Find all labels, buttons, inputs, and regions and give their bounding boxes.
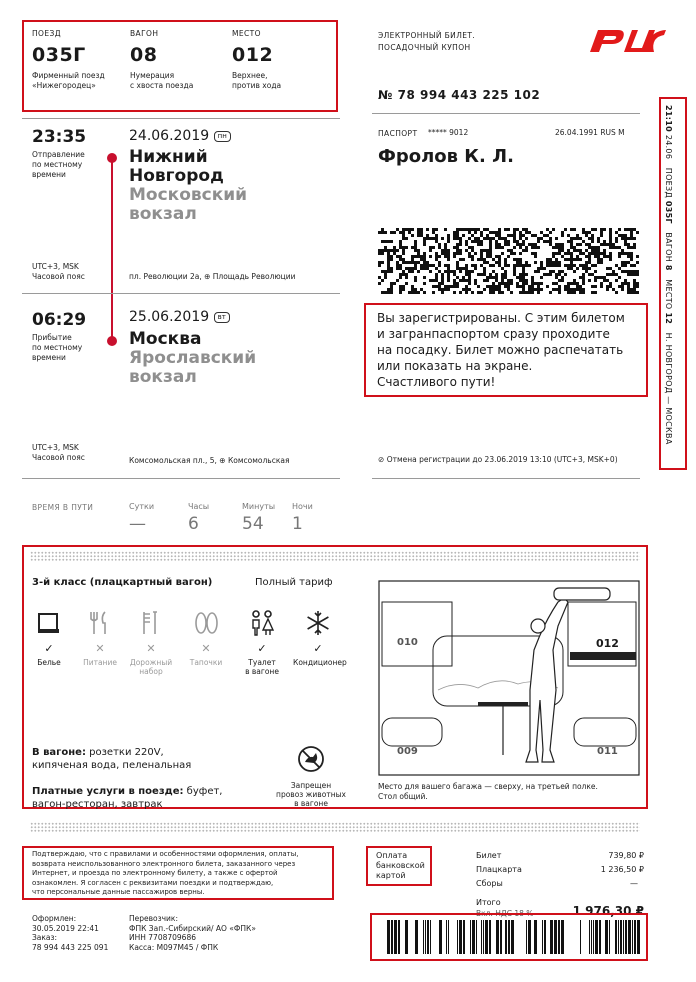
fare-vat-label: Вкл. НДС 18 % <box>476 909 534 918</box>
service-top-dots <box>30 551 640 562</box>
duration-label: ВРЕМЯ В ПУТИ <box>32 503 94 512</box>
seat-012: 012 <box>596 637 619 650</box>
cancel-divider <box>372 478 640 479</box>
car-number: 08 <box>130 44 158 66</box>
fare-ticket-value: 739,80 ₽ <box>608 851 644 860</box>
duration-nights: Ночи 1 <box>292 502 313 534</box>
payment-method: Оплата банковской картой <box>376 851 425 880</box>
slippers-icon <box>191 608 221 638</box>
passenger-name: Фролов К. Л. <box>378 146 514 167</box>
consent-text: Подтверждаю, что с правилами и особенностями оформления, оплаты, возврата неиспользованного электронного билета, заказанного через Интернет, и проезда по электронному билету, а также с офертой ознакомлен. Я согласен с реквизитами поездки и подтверждаю, что персональные данные пассажиров верны. <box>32 850 299 896</box>
bedding-icon <box>34 608 64 638</box>
arrival-dot <box>107 336 117 346</box>
amenity-bedding: ✓ Белье <box>24 608 74 667</box>
fare-total-value: 1 976,30 ₽ <box>572 904 644 918</box>
paid-services: Платные услуги в поезде: буфет, вагон-ресторан, завтрак <box>32 786 223 810</box>
seat-011: 011 <box>597 746 618 757</box>
arrival-time: 06:29 <box>32 310 87 330</box>
departure-address: пл. Революции 2а, ⊕ Площадь Революции <box>129 272 296 281</box>
barcode <box>378 920 640 954</box>
seat-label: МЕСТО <box>232 29 261 38</box>
passport-label: ПАСПОРТ <box>378 129 418 138</box>
side-stub-text: 21:10 24.06 ПОЕЗД 035Г ВАГОН 8 МЕСТО 12 Н. НОВГОРОД — МОСКВА <box>664 105 673 445</box>
no-pets-note: Запрещен провоз животных в вагоне <box>276 781 346 808</box>
departure-date: 24.06.2019 пн <box>129 128 231 144</box>
header-divider-right <box>372 113 640 114</box>
seat-note: Верхнее, против хода <box>232 71 282 90</box>
arrival-weekday-badge: вт <box>214 312 230 323</box>
fare-fees-value: — <box>630 879 638 888</box>
departure-city: Нижний Новгород Московский вокзал <box>129 147 248 224</box>
arrival-date: 25.06.2019 вт <box>129 309 230 325</box>
seat-number: 012 <box>232 44 274 66</box>
rzd-logo <box>588 22 668 58</box>
luggage-note: Место для вашего багажа — сверху, на третьей полке. Стол общий. <box>378 782 598 801</box>
arrival-address: Комсомольская пл., 5, ⊕ Комсомольская <box>129 456 290 465</box>
fare-total-label: Итого <box>476 898 501 907</box>
footer-top-dots <box>30 822 640 833</box>
service-class: 3-й класс (плацкартный вагон) <box>32 577 213 588</box>
registration-notice-text: Вы зарегистрированы. С этим билетом и загранпаспортом сразу проходите на посадку. Билет можно распечатать или показать на экране. Счастливого пути! <box>377 311 625 389</box>
fare-berth-value: 1 236,50 ₽ <box>600 865 644 874</box>
header-divider-left <box>22 118 340 119</box>
train-number: 035Г <box>32 44 86 66</box>
train-car-seat-box <box>22 20 338 112</box>
duration-hours: Часы 6 <box>188 502 210 534</box>
amenity-toilet: ✓ Туалет в вагоне <box>237 608 287 676</box>
train-note: Фирменный поезд «Нижегородец» <box>32 71 105 90</box>
arrival-timezone: UTC+3, MSK Часовой пояс <box>32 443 85 462</box>
departure-weekday-badge: пн <box>214 131 231 142</box>
duration-days: Сутки — <box>129 502 155 534</box>
service-tariff: Полный тариф <box>255 577 333 588</box>
ac-icon <box>303 608 333 638</box>
departure-timezone: UTC+3, MSK Часовой пояс <box>32 262 85 281</box>
duration-minutes: Минуты 54 <box>242 502 276 534</box>
departure-dot <box>107 153 117 163</box>
seat-009: 009 <box>397 746 418 757</box>
seat-010: 010 <box>397 637 418 648</box>
fare-ticket-label: Билет <box>476 851 502 860</box>
fare-fees-label: Сборы <box>476 879 503 888</box>
ticket-number: № 78 994 443 225 102 <box>378 88 541 102</box>
car-note: Нумерация с хвоста поезда <box>130 71 194 90</box>
departure-time-note: Отправление по местному времени <box>32 150 85 179</box>
car-label: ВАГОН <box>130 29 159 38</box>
carrier-info: Перевозчик: ФПК Зап.-Сибирский/ АО «ФПК» ИНН 7708709686 Касса: M097M45 / ФПК <box>129 914 256 952</box>
birth-date: 26.04.1991 RUS M <box>555 128 625 137</box>
issued-info: Оформлен: 30.05.2019 22:41 Заказ: 78 994 443 225 091 <box>32 914 109 952</box>
no-pets-icon <box>296 744 326 778</box>
departure-time: 23:35 <box>32 127 87 147</box>
cancel-note: ⊘ Отмена регистрации до 23.06.2019 13:10 (UTC+3, MSK+0) <box>378 455 618 464</box>
amenity-travel-kit: ✕ Дорожный набор <box>126 608 176 676</box>
travel-kit-icon <box>136 608 166 638</box>
arrival-time-note: Прибытие по местному времени <box>32 333 83 362</box>
train-label: ПОЕЗД <box>32 29 61 38</box>
route-line <box>111 157 113 341</box>
passport-number: ***** 9012 <box>428 128 469 137</box>
amenity-slippers: ✕ Тапочки <box>181 608 231 667</box>
arrival-city: Москва Ярославский вокзал <box>129 329 257 387</box>
qr-code <box>378 228 640 294</box>
eticket-title: ЭЛЕКТРОННЫЙ БИЛЕТ. ПОСАДОЧНЫЙ КУПОН <box>378 31 476 52</box>
amenity-ac: ✓ Кондиционер <box>293 608 343 667</box>
arrival-divider <box>22 478 340 479</box>
departure-divider <box>22 293 340 294</box>
toilet-icon <box>247 608 277 638</box>
meal-icon <box>85 608 115 638</box>
cancel-icon: ⊘ <box>378 455 385 464</box>
fare-berth-label: Плацкарта <box>476 865 522 874</box>
amenity-meal: ✕ Питание <box>75 608 125 667</box>
in-car-services: В вагоне: розетки 220V, кипяченая вода, пеленальная <box>32 747 192 771</box>
